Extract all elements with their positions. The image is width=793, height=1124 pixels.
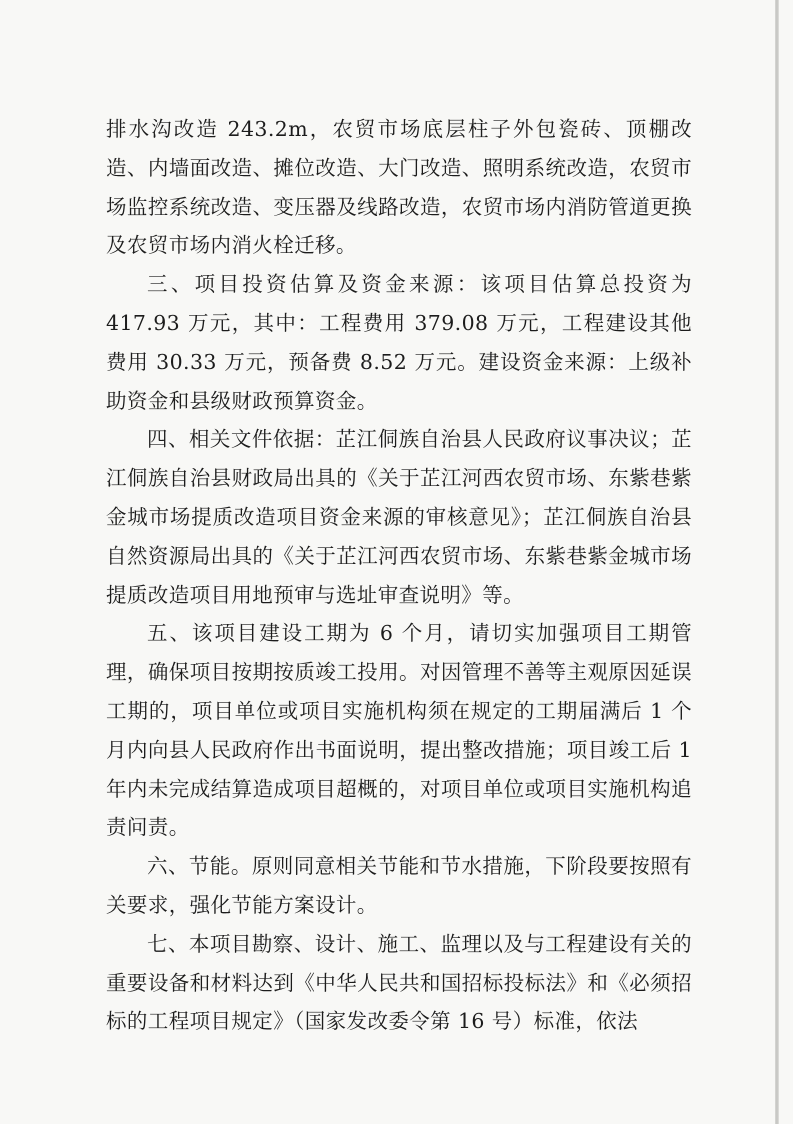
paragraph-tendering: 七、本项目勘察、设计、施工、监理以及与工程建设有关的重要设备和材料达到《中华人民共和国招标投标法》和《必须招标的工程项目规定》（国家发改委令第 16 号）标准，依法 — [106, 931, 692, 1034]
paragraph-drainage: 排水沟改造 243.2m，农贸市场底层柱子外包瓷砖、顶棚改造、内墙面改造、摊位改造、大门改造、照明系统改造，农贸市场监控系统改造、变压器及线路改造，农贸市场内消防管道更换及农贸市场内消火栓迁移。 — [106, 117, 692, 258]
paragraph-energy: 六、节能。原则同意相关节能和节水措施，下阶段要按照有关要求，强化节能方案设计。 — [106, 854, 692, 917]
scan-edge — [775, 0, 779, 1124]
paragraph-investment: 三、项目投资估算及资金来源：该项目估算总投资为 417.93 万元，其中：工程费用 379.08 万元，工程建设其他费用 30.33 万元，预备费 8.52 万元。建设资金来源：上级补助资金和县级财政预算资金。 — [106, 272, 692, 413]
document-body — [106, 110, 692, 1041]
paragraph-schedule: 五、该项目建设工期为 6 个月，请切实加强项目工期管理，确保项目按期按质竣工投用。对因管理不善等主观原因延误工期的，项目单位或项目实施机构须在规定的工期届满后 1 个月内向县人民政府作出书面说明，提出整改措施；项目竣工后 1 年内未完成结算造成项目超概的，对项目单位或项目实施机构追责问责。 — [106, 621, 692, 840]
paragraph-documents: 四、相关文件依据：芷江侗族自治县人民政府议事决议；芷江侗族自治县财政局出具的《关于芷江河西农贸市场、东紫巷紫金城市场提质改造项目资金来源的审核意见》；芷江侗族自治县自然资源局出具的《关于芷江河西农贸市场、东紫巷紫金城市场提质改造项目用地预审与选址审查说明》等。 — [106, 427, 692, 607]
